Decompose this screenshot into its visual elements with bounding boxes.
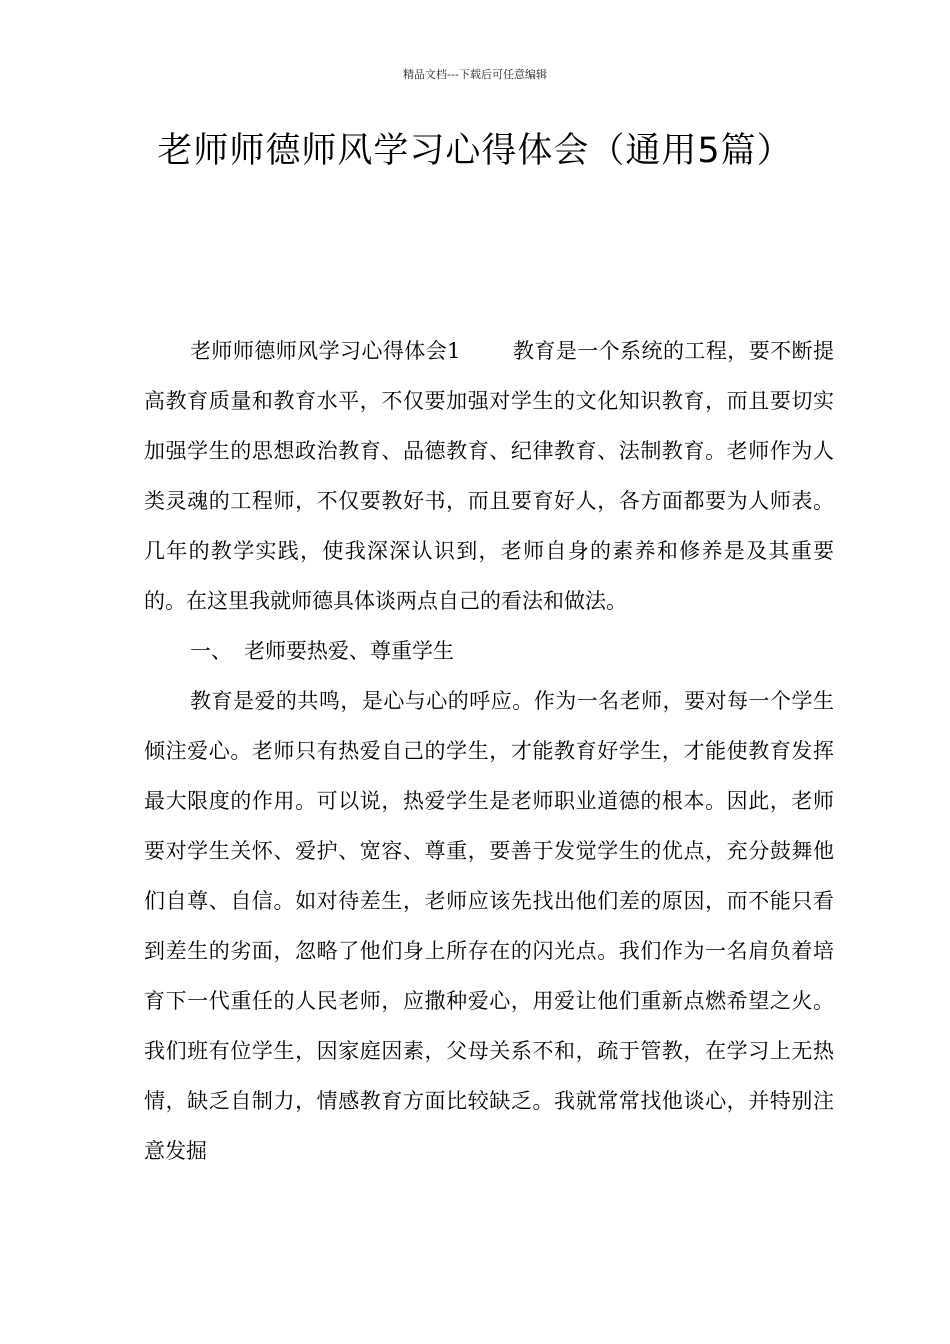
point-heading-text: 老师要热爱、尊重学生: [244, 639, 454, 663]
section-subtitle: 老师师德师风学习心得体会1: [190, 339, 461, 363]
intro-text: 教育是一个系统的工程，要不断提高教育质量和教育水平，不仅要加强对学生的文化知识教育，而且要切实加强学生的思想政治教育、品德教育、纪律教育、法制教育。老师作为人类灵魂的工程师，不仅要教好书，而且要育好人，各方面都要为人师表。几年的教学实践，使我深深认识到，老师自身的素养和修养是及其重要的。在这里我就师德具体谈两点自己的看法和做法。: [144, 339, 834, 613]
point-paragraph: 教育是爱的共鸣，是心与心的呼应。作为一名老师，要对每一个学生倾注爱心。老师只有热爱自己的学生，才能教育好学生，才能使教育发挥最大限度的作用。可以说，热爱学生是老师职业道德的根本。因此，老师要对学生关怀、爱护、宽容、尊重，要善于发觉学生的优点，充分鼓舞他们自尊、自信。如对待差生，老师应该先找出他们差的原因，而不能只看到差生的劣面，忽略了他们身上所存在的闪光点。我们作为一名肩负着培育下一代重任的人民老师，应撒种爱心，用爱让他们重新点燃希望之火。我们班有位学生，因家庭因素，父母关系不和，疏于管教，在学习上无热情，缺乏自制力，情感教育方面比较缺乏。我就常常找他谈心，并特别注意发掘: [144, 689, 834, 1163]
document-title: 老师师德师风学习心得体会（通用5篇）: [157, 131, 793, 171]
document-body: [144, 326, 834, 1176]
point-number: 一、: [190, 639, 232, 663]
header-note: 精品文档---下载后可任意编辑: [403, 68, 547, 81]
intro-paragraph: [144, 326, 834, 626]
point-heading: [144, 626, 834, 676]
